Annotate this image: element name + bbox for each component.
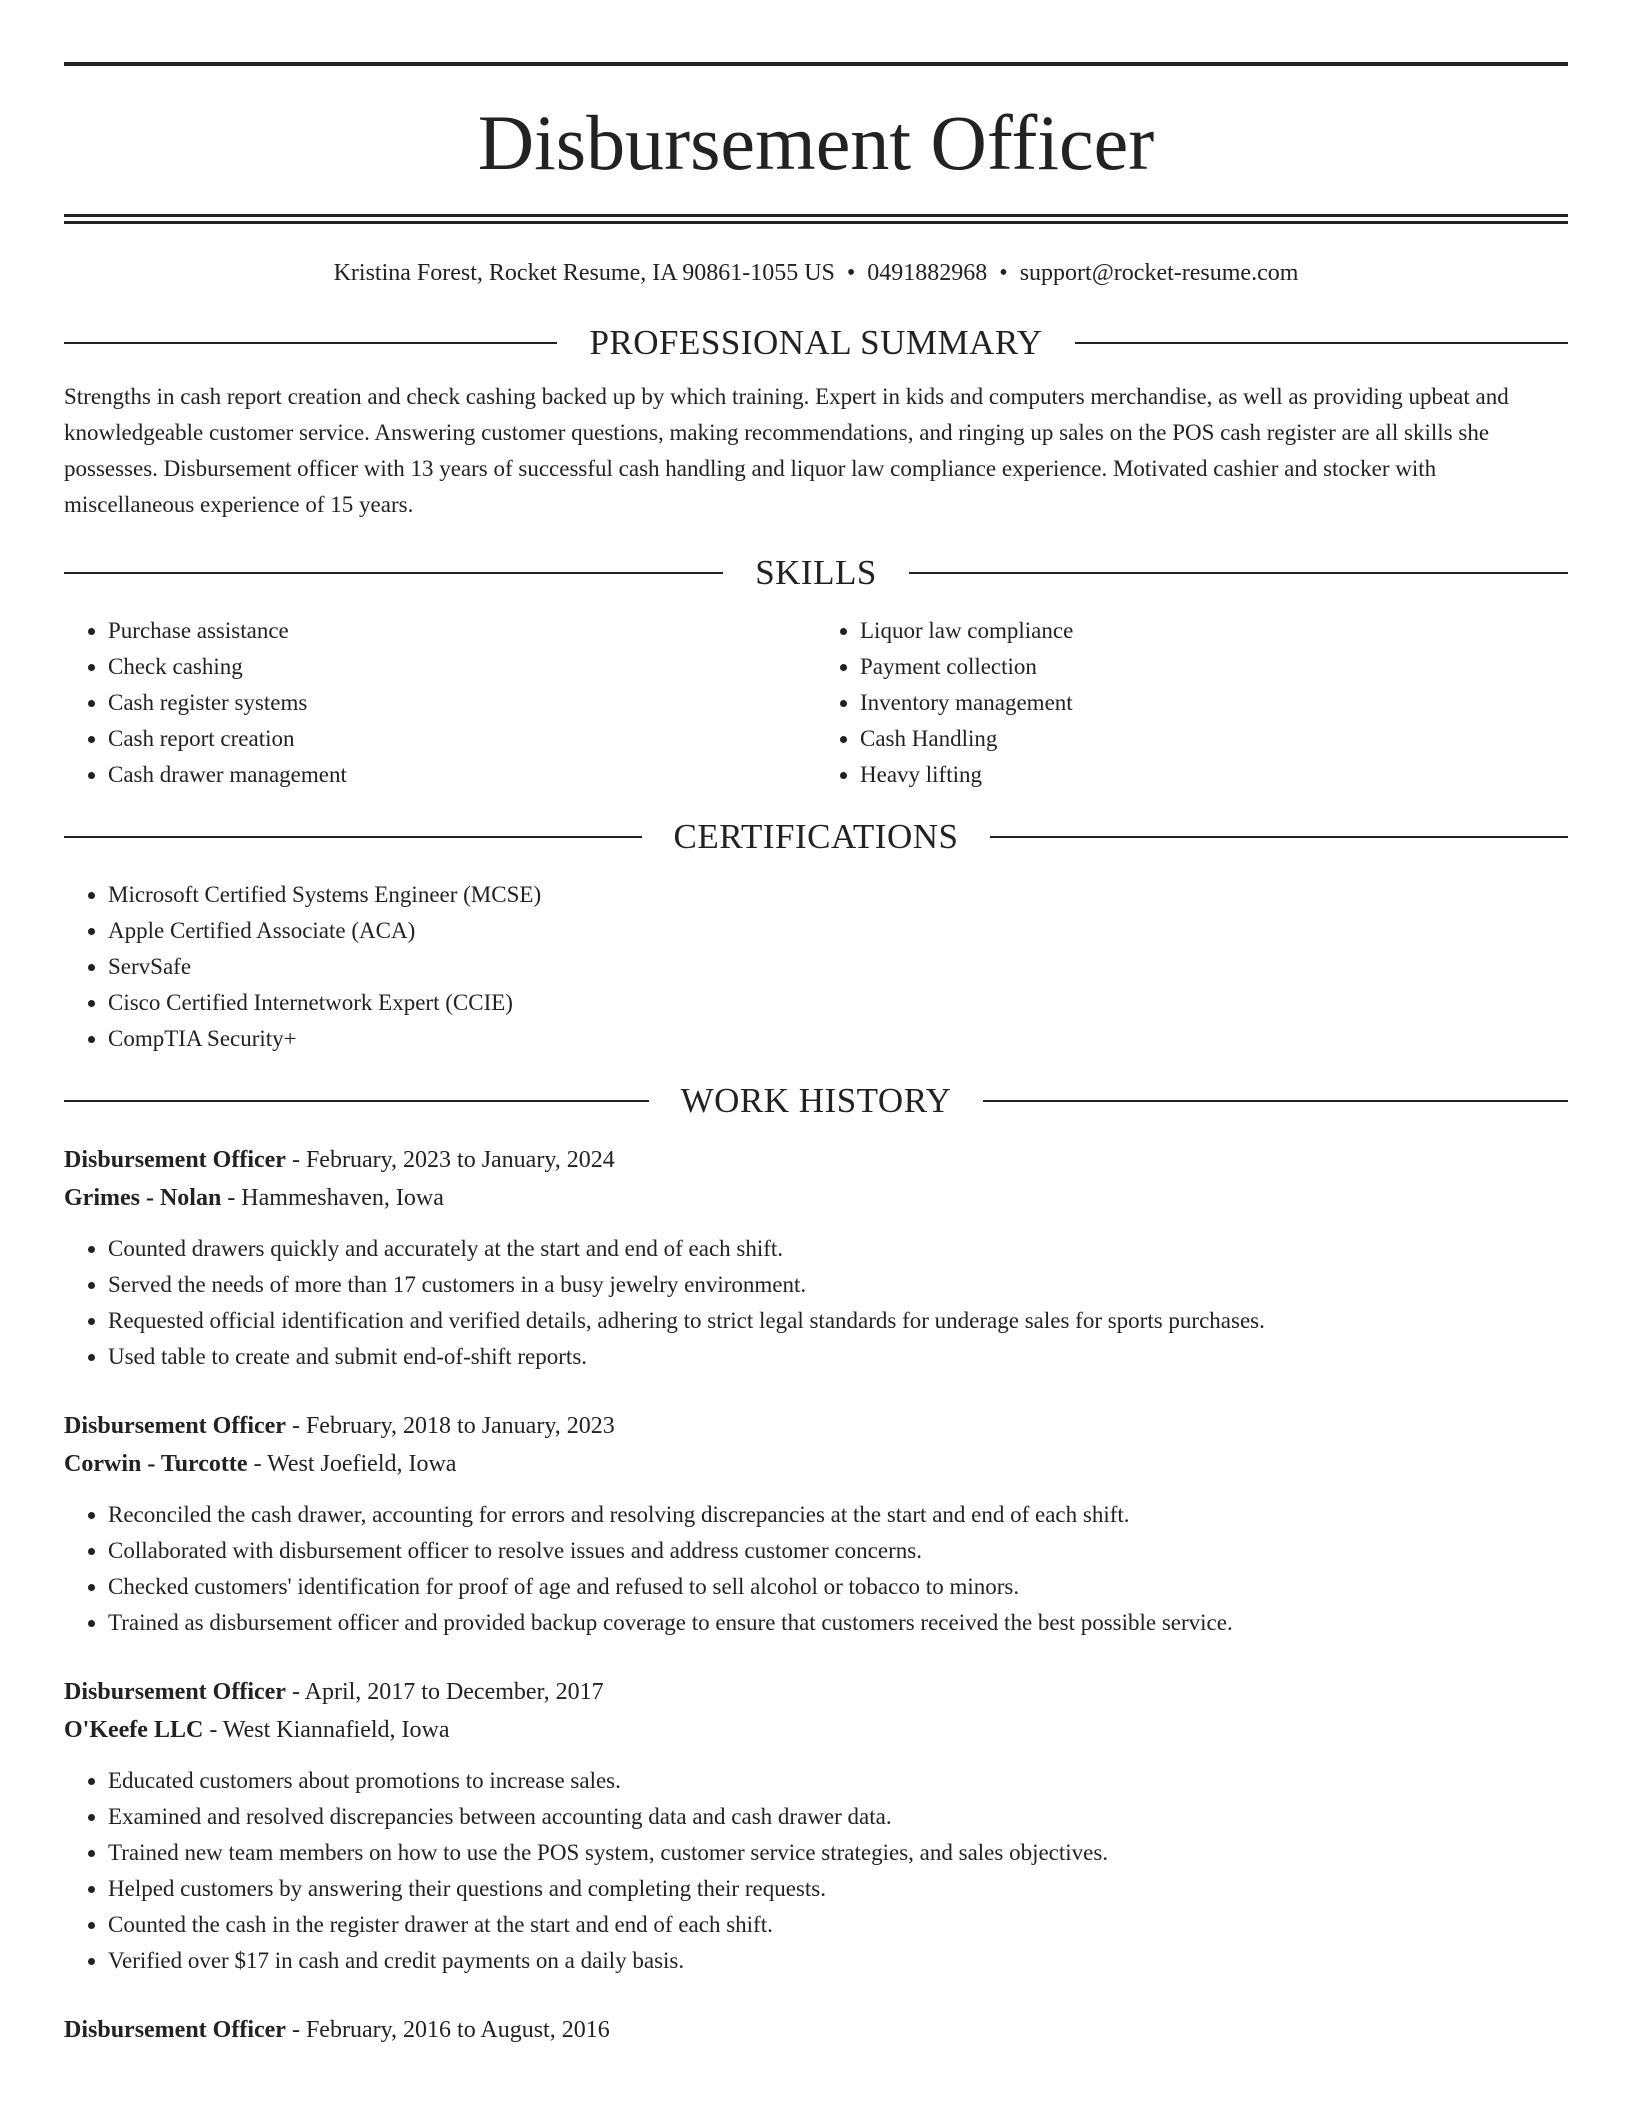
job-company: Grimes - Nolan [64,1185,222,1211]
job-location: - Hammeshaven, Iowa [221,1185,444,1211]
job-bullet: • Trained as disbursement officer and provided backup coverage to ensure that customers received the best possible service. [108,1605,1568,1641]
job-bullet: • Educated customers about promotions to increase sales. [108,1763,1568,1799]
resume-name: Disbursement Officer [477,99,1155,186]
certification-item: • ServSafe [108,949,1568,985]
job-bullet: • Requested official identification and verified details, adhering to strict legal standards for underage sales for sports purchases. [108,1303,1568,1339]
job-bullet: • Served the needs of more than 17 customers in a busy jewelry environment. [108,1267,1568,1303]
section-rule-left [64,342,557,344]
skill-item: • Check cashing [108,649,816,685]
job-bullets [64,1497,1568,1641]
certification-item: • CompTIA Security+ [108,1021,1568,1057]
certifications-list [64,877,1568,1057]
job-company-line [64,1445,1568,1483]
job-dates: - February, 2016 to August, 2016 [285,2017,610,2043]
job-title-line [64,2011,1568,2049]
job-company: Corwin - Turcotte [64,1451,248,1477]
job-company-line [64,1711,1568,1749]
job-title-line [64,1141,1568,1179]
contact-separator: • [846,260,856,286]
job-bullets [64,1231,1568,1375]
section-rule-right [1075,342,1568,344]
job-title-line [64,1673,1568,1711]
certification-item: • Microsoft Certified Systems Engineer (MCSE) [108,877,1568,913]
job-bullet: • Reconciled the cash drawer, accounting for errors and resolving discrepancies at the start and end of each shift. [108,1497,1568,1533]
job-title: Disbursement Officer [64,1679,286,1705]
section-rule-right [909,572,1568,574]
contact-separator: • [999,260,1008,286]
certifications-section-header [64,817,1568,857]
job-bullet: • Helped customers by answering their questions and completing their requests. [108,1871,1568,1907]
job-location: - West Joefield, Iowa [247,1451,457,1477]
job-entry [64,2011,1568,2049]
summary-text: Strengths in cash report creation and check cashing backed up by which training. Expert in kids and computers merchandise, as well as providing upbeat and knowledgeable customer service. Answering customer questions, making recommendations, and ringing up sales on the POS cash register are all skills she possesses. Disbursement officer with 13 years of successful cash handling and liquor law compliance experience. Motivated cashier and stocker with miscellaneous experience of 15 years. [64,384,1509,517]
job-title: Disbursement Officer [64,1147,286,1173]
summary-heading: PROFESSIONAL SUMMARY [589,323,1043,362]
work-section-header [64,1081,1568,1121]
top-rule [64,62,1568,66]
job-bullets [64,1763,1568,1979]
job-bullet: • Trained new team members on how to use the POS system, customer service strategies, and sales objectives. [108,1835,1568,1871]
job-bullet: • Verified over $17 in cash and credit payments on a daily basis. [108,1943,1568,1979]
section-rule-left [64,836,642,838]
job-bullet: • Counted the cash in the register drawer at the start and end of each shift. [108,1907,1568,1943]
header-double-rule [64,214,1568,224]
job-dates: - February, 2023 to January, 2024 [285,1147,615,1173]
section-rule-right [983,1100,1568,1102]
job-title: Disbursement Officer [64,2017,286,2043]
skills-section-header [64,553,1568,593]
contact-address: Kristina Forest, Rocket Resume, IA 90861-1055 US [333,260,835,286]
skill-item: • Liquor law compliance [860,613,1568,649]
skills-heading: SKILLS [755,553,877,592]
job-title-line [64,1407,1568,1445]
skill-item: • Cash drawer management [108,757,816,793]
job-bullet: • Checked customers' identification for proof of age and refused to sell alcohol or tobacco to minors. [108,1569,1568,1605]
resume-content [64,62,1568,2049]
section-rule-right [990,836,1568,838]
job-entry [64,1407,1568,1641]
contact-email: support@rocket-resume.com [1019,260,1299,286]
job-title: Disbursement Officer [64,1413,286,1439]
skill-item: • Heavy lifting [860,757,1568,793]
certifications-heading: CERTIFICATIONS [673,817,959,856]
skills-left-list [64,613,816,793]
certification-item: • Cisco Certified Internetwork Expert (CCIE) [108,985,1568,1021]
job-bullet: • Used table to create and submit end-of-shift reports. [108,1339,1568,1375]
job-bullet: • Collaborated with disbursement officer to resolve issues and address customer concerns. [108,1533,1568,1569]
job-dates: - February, 2018 to January, 2023 [285,1413,615,1439]
job-location: - West Kiannafield, Iowa [203,1717,450,1743]
contact-phone: 0491882968 [867,260,988,286]
skill-item: • Cash Handling [860,721,1568,757]
skills-columns [64,613,1568,793]
job-entry [64,1141,1568,1375]
skill-item: • Inventory management [860,685,1568,721]
job-company-line [64,1179,1568,1217]
skills-right-list [816,613,1568,793]
job-company: O'Keefe LLC [64,1717,204,1743]
work-heading: WORK HISTORY [680,1081,952,1120]
section-rule-left [64,1100,649,1102]
skill-item: • Payment collection [860,649,1568,685]
job-entry [64,1673,1568,1979]
certification-item: • Apple Certified Associate (ACA) [108,913,1568,949]
job-bullet: • Counted drawers quickly and accurately at the start and end of each shift. [108,1231,1568,1267]
section-rule-left [64,572,723,574]
summary-section-header [64,323,1568,363]
skill-item: • Cash report creation [108,721,816,757]
job-bullet: • Examined and resolved discrepancies between accounting data and cash drawer data. [108,1799,1568,1835]
job-dates: - April, 2017 to December, 2017 [285,1679,604,1705]
skill-item: • Cash register systems [108,685,816,721]
skill-item: • Purchase assistance [108,613,816,649]
contact-line [64,260,1568,287]
